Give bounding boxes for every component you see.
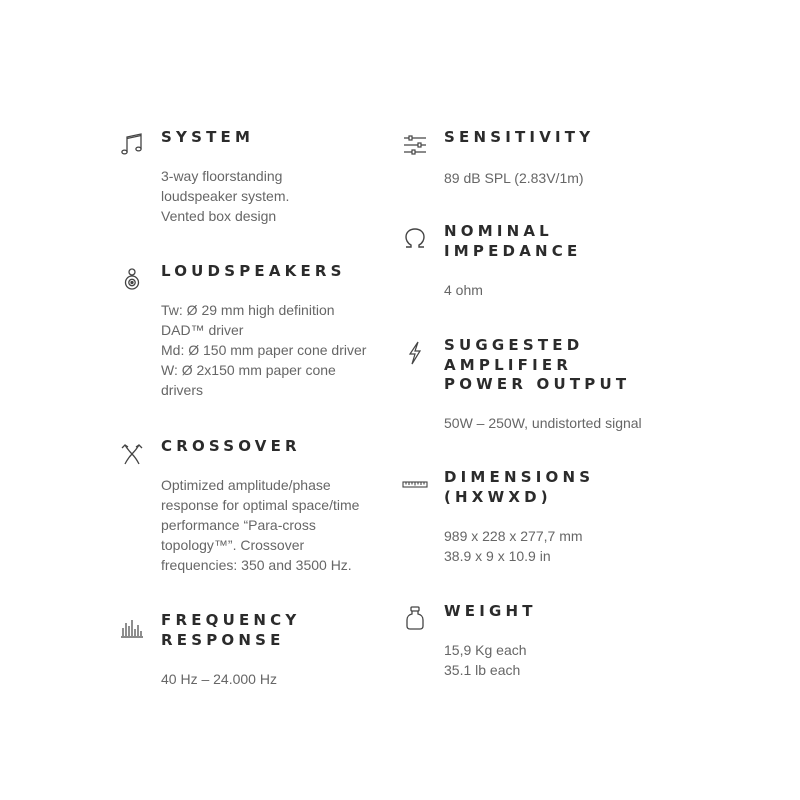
spec-title: LOUDSPEAKERS [161,262,346,280]
spec-description: 989 x 228 x 277,7 mm 38.9 x 9 x 10.9 in [444,528,583,564]
spec-title: FREQUENCY RESPONSE [161,611,301,649]
omega-icon [401,225,429,253]
spec-description: 50W – 250W, undistorted signal [444,415,642,431]
spec-description: 89 dB SPL (2.83V/1m) [444,170,584,186]
spec-description: 3-way floorstanding loudspeaker system. Vented box design [161,168,290,224]
spec-description: 15,9 Kg each 35.1 lb each [444,642,527,678]
spec-title: CROSSOVER [161,437,301,455]
spec-description: Tw: Ø 29 mm high definition DAD™ driver Md: Ø 150 mm paper cone driver W: Ø 2x150 mm paper cone drivers [161,302,367,398]
spec-title: SENSITIVITY [444,128,595,146]
spec-title: NOMINAL IMPEDANCE [444,222,582,260]
speaker-icon [118,264,146,292]
spec-description: 40 Hz – 24.000 Hz [161,671,277,687]
music-note-icon [118,130,146,158]
spec-title: SUGGESTED AMPLIFIER POWER OUTPUT [444,336,631,393]
spec-title: SYSTEM [161,128,255,146]
sliders-icon [401,131,429,159]
spec-description: 4 ohm [444,282,483,298]
spec-title: WEIGHT [444,602,537,620]
weight-icon [401,604,429,632]
ruler-icon [401,471,429,499]
crossover-icon [118,440,146,468]
lightning-icon [401,339,429,367]
spec-title: DIMENSIONS (HXWXD) [444,468,595,506]
equalizer-bars-icon [118,614,146,642]
spec-description: Optimized amplitude/phase response for optimal space/time performance “Para-cross topology™”. Crossover frequencies: 350 and 3500 Hz. [161,477,360,573]
